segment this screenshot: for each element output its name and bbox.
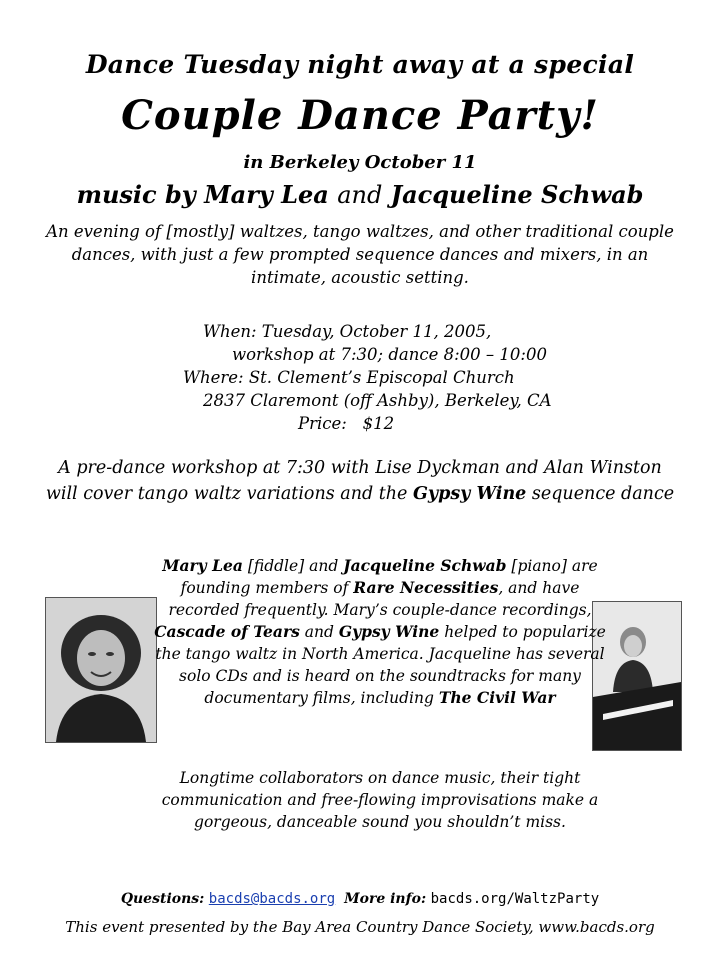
schedule-line: workshop at 7:30; dance 8:00 – 10:00 bbox=[232, 345, 547, 364]
music-prefix: music by bbox=[76, 180, 196, 209]
questions-label: Questions: bbox=[120, 891, 205, 907]
where-value: St. Clement’s Episcopal Church bbox=[248, 368, 515, 387]
bio-text-1: are founding members of bbox=[180, 557, 598, 597]
workshop-paragraph bbox=[40, 455, 680, 507]
musician-name-1: Mary Lea bbox=[204, 180, 329, 209]
bio-paragraph bbox=[150, 555, 610, 709]
musician-and: and bbox=[337, 181, 383, 209]
bio-name-jacqueline: Jacqueline Schwab bbox=[343, 556, 507, 575]
musicians-line bbox=[0, 180, 720, 209]
bio-instrument-piano: [piano] bbox=[511, 557, 567, 575]
workshop-text: A pre-dance workshop at 7:30 with Lise Dyckman and Alan Winston will cover tango waltz variations and the bbox=[45, 458, 662, 504]
when-label: When: bbox=[203, 322, 257, 341]
bio-text-2: , and have recorded frequently. Mary’s couple-dance recordings, bbox=[168, 579, 592, 619]
photo-mary-lea bbox=[45, 597, 157, 743]
address-line: 2837 Claremont (off Ashby), Berkeley, CA bbox=[203, 391, 552, 410]
bio-album-2: Gypsy Wine bbox=[338, 622, 440, 641]
price-line bbox=[298, 412, 394, 435]
bio-and: and bbox=[304, 623, 334, 641]
headline-intro: Dance Tuesday night away at a special bbox=[85, 50, 635, 79]
presented-by-line: This event presented by the Bay Area Country Dance Society, www.bacds.org bbox=[65, 918, 655, 936]
price-value: $12 bbox=[362, 414, 395, 433]
intro-paragraph: An evening of [mostly] waltzes, tango waltzes, and other traditional couple dances, with just a few prompted sequence dances and mixers, in an intimate, acoustic setting. bbox=[46, 222, 674, 287]
when-value: Tuesday, October 11, 2005, bbox=[261, 322, 492, 341]
when-line bbox=[203, 320, 491, 343]
event-title: Couple Dance Party! bbox=[121, 92, 599, 139]
more-info-url: bacds.org/WaltzParty bbox=[430, 891, 600, 907]
contact-line bbox=[0, 891, 720, 907]
price-label: Price: bbox=[298, 414, 347, 433]
workshop-dance-name: Gypsy Wine bbox=[412, 484, 527, 504]
workshop-text-end: sequence dance bbox=[531, 484, 675, 504]
more-info-label: More info: bbox=[344, 891, 427, 907]
collaboration-paragraph: Longtime collaborators on dance music, their tight communication and free-flowing improvisations make a gorgeous, danceable sound you shouldn’t miss. bbox=[161, 769, 599, 831]
portrait-woman-icon bbox=[46, 598, 156, 742]
bio-album-1: Cascade of Tears bbox=[154, 622, 300, 641]
musician-name-2: Jacqueline Schwab bbox=[390, 180, 644, 209]
bio-instrument-fiddle: [fiddle] and bbox=[247, 557, 339, 575]
bio-text-3: helped to popularize the tango waltz in North America. Jacqueline has several solo CDs and is heard on the soundtracks for many documentary films, including bbox=[155, 623, 606, 707]
bio-film-title: The Civil War bbox=[438, 688, 556, 707]
bio-band-name: Rare Necessities bbox=[353, 578, 499, 597]
where-line bbox=[183, 366, 515, 389]
email-link[interactable]: bacds@bacds.org bbox=[208, 891, 336, 907]
bio-name-mary: Mary Lea bbox=[162, 556, 243, 575]
location-date: in Berkeley October 11 bbox=[243, 152, 477, 173]
where-label: Where: bbox=[183, 368, 244, 387]
